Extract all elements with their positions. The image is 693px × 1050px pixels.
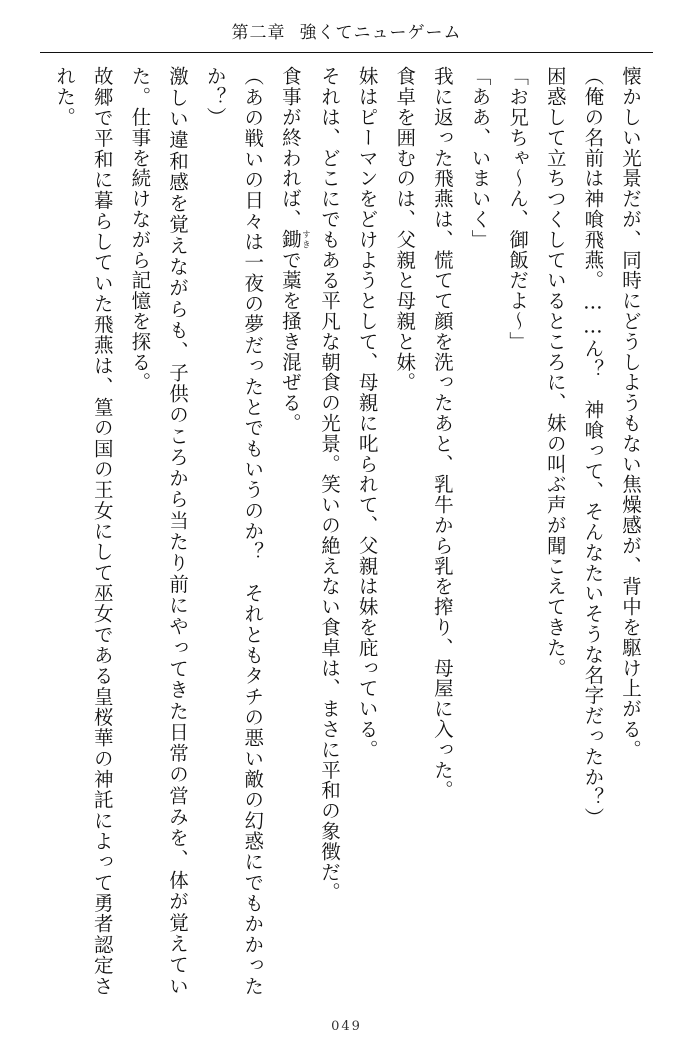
paragraph: 「お兄ちゃ～ん、御飯だよ～」 [506, 66, 530, 352]
paragraph: 激しい違和感を覚えながらも、子供のころから当たり前にやってきた日常の営みを、体が覚えていた。仕事を続けながら記憶を探る。 [128, 66, 189, 996]
paragraph-part-before-ruby: 食事が終われば、 [278, 66, 302, 230]
ruby-annotation [278, 229, 311, 250]
page-number: 049 [331, 1019, 362, 1034]
paragraph: 「ああ、いまいく」 [468, 66, 492, 250]
ruby-base: 鋤 [278, 229, 302, 250]
paragraph: 懐かしい光景だが、同時にどうしようもない焦燥感が、背中を駆け上がる。 [619, 66, 642, 760]
header-divider [40, 52, 653, 53]
chapter-header [0, 18, 693, 43]
paragraph: それは、どこにでもある平凡な朝食の光景。笑いの絶えない食卓は、まさに平和の象徴だ。 [318, 66, 341, 903]
paragraph: 妹はピーマンをどけようとして、母親に叱られて、父親は妹を庇っている。 [355, 66, 379, 760]
paragraph: 食卓を囲むのは、父親と母親と妹。 [393, 66, 417, 393]
body-text [49, 66, 649, 996]
paragraph: 故郷で平和に暮らしていた飛燕は、篁の国の王女にして巫女である皇桜華の神託によって勇者認定された。 [53, 66, 114, 996]
paragraph: （あの戦いの日々は一夜の夢だったとでもいうのか？ それともタチの悪い敵の幻惑にでもかかったか？） [203, 66, 265, 996]
paragraph-part-after-ruby: で藁を掻き混ぜる。 [278, 249, 302, 434]
chapter-number: 第二章 [231, 23, 286, 43]
paragraph: 我に返った飛燕は、慌てて顔を洗ったあと、乳牛から乳を搾り、母屋に入った。 [430, 66, 454, 801]
paragraph: （俺の名前は神喰飛燕。……ん？ 神喰って、そんなたいそうな名字だったか？） [581, 66, 605, 828]
paragraph-with-ruby [271, 66, 310, 996]
chapter-title: 強くてニューゲーム [299, 23, 462, 43]
ruby-reading: すき [300, 229, 311, 250]
paragraph: 困惑して立ちつくしているところに、妹の叫ぶ声が聞こえてきた。 [543, 66, 567, 678]
